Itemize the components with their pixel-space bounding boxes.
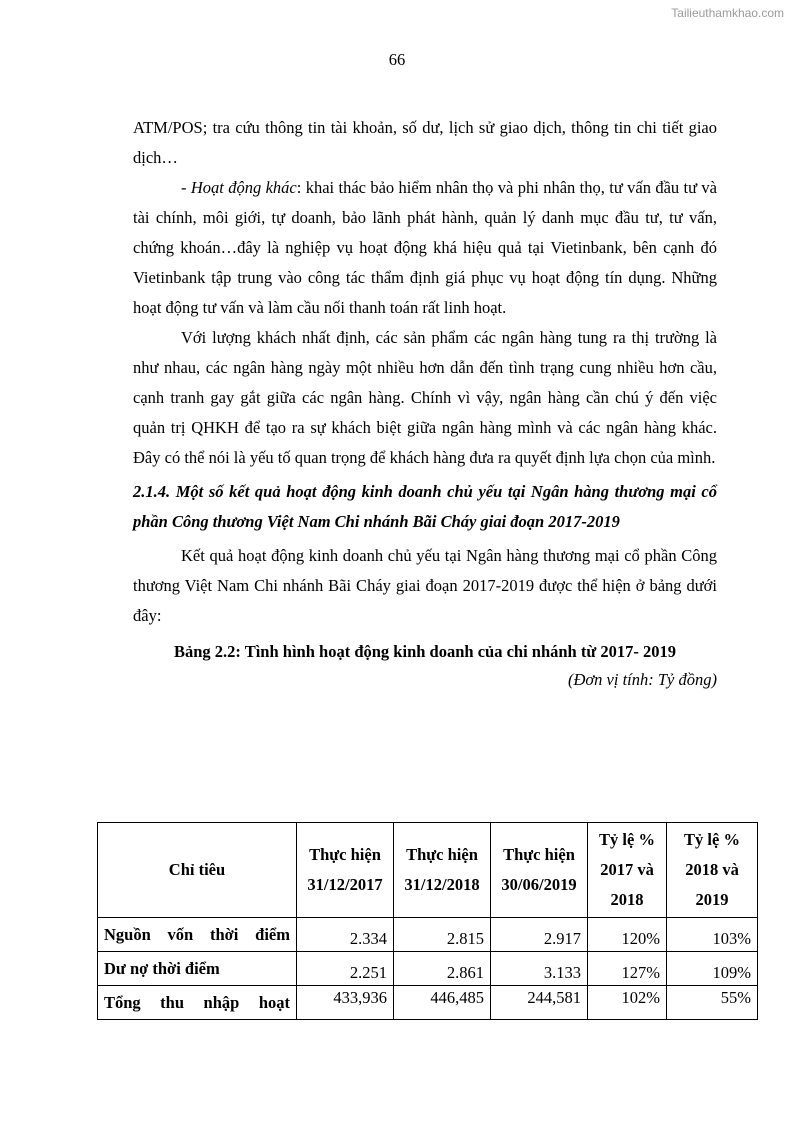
header-cell: Thực hiện 30/06/2019 <box>491 823 588 918</box>
cell: 120% <box>588 918 667 952</box>
cell: 2.861 <box>394 952 491 986</box>
table-row <box>98 918 758 952</box>
cell: 127% <box>588 952 667 986</box>
row-label: Dư nợ thời điểm <box>98 952 297 986</box>
watermark: Tailieuthamkhao.com <box>671 6 784 20</box>
cell: 2.815 <box>394 918 491 952</box>
header-cell: Chỉ tiêu <box>98 823 297 918</box>
cell: 55% <box>667 986 758 1020</box>
cell: 446,485 <box>394 986 491 1020</box>
cell: 2.251 <box>297 952 394 986</box>
header-cell: Tỷ lệ % 2017 và 2018 <box>588 823 667 918</box>
row-label: Tổng thu nhập hoạt <box>98 986 297 1020</box>
paragraph: Kết quả hoạt động kinh doanh chủ yếu tại Ngân hàng thương mại cổ phần Công thương Việt Nam Chi nhánh Bãi Cháy giai đoạn 2017-2019 được thể hiện ở bảng dưới đây: <box>133 546 717 625</box>
italic-lead: - Hoạt động khác <box>181 178 297 197</box>
table-caption: Bảng 2.2: Tình hình hoạt động kinh doanh của chi nhánh từ 2017- 2019 <box>173 642 677 661</box>
header-cell: Thực hiện 31/12/2018 <box>394 823 491 918</box>
table-row <box>98 952 758 986</box>
cell: 102% <box>588 986 667 1020</box>
paragraph <box>133 173 717 323</box>
paragraph: ATM/POS; tra cứu thông tin tài khoản, số dư, lịch sử giao dịch, thông tin chi tiết giao dịch… <box>133 118 717 167</box>
cell: 2.334 <box>297 918 394 952</box>
cell: 2.917 <box>491 918 588 952</box>
body-text <box>133 113 717 693</box>
page-number: 66 <box>388 50 406 69</box>
table-row <box>98 986 758 1020</box>
paragraph-rest: : khai thác bảo hiểm nhân thọ và phi nhân thọ, tư vấn đầu tư và tài chính, môi giới, tự doanh, bảo lãnh phát hành, quản lý danh mục đầu tư, tư vấn, chứng khoán…đây là nghiệp vụ hoạt động khá hiệu quả tại Vietinbank, bên cạnh đó Vietinbank tập trung vào công tác thẩm định giá phục vụ hoạt động tín dụng. Những hoạt động tư vấn và làm cầu nối thanh toán rất linh hoạt. <box>133 178 717 317</box>
cell: 109% <box>667 952 758 986</box>
row-label: Nguồn vốn thời điểm <box>98 918 297 952</box>
paragraph: Với lượng khách nhất định, các sản phẩm các ngân hàng tung ra thị trường là như nhau, các ngân hàng ngày một nhiều hơn dẫn đến tình trạng cung nhiều hơn cầu, cạnh tranh gay gắt giữa các ngân hàng. Chính vì vậy, ngân hàng cần chú ý đến việc quản trị QHKH để tạo ra sự khách biệt giữa ngân hàng mình và các ngân hàng khác. Đây có thể nói là yếu tố quan trọng để khách hàng đưa ra quyết định lựa chọn của mình. <box>133 328 717 467</box>
section-heading: 2.1.4. Một số kết quả hoạt động kinh doanh chủ yếu tại Ngân hàng thương mại cổ phần Công thương Việt Nam Chi nhánh Bãi Cháy giai đoạn 2017-2019 <box>133 482 717 531</box>
table-unit: (Đơn vị tính: Tỷ đồng) <box>567 670 717 689</box>
cell: 433,936 <box>297 986 394 1020</box>
header-cell: Tỷ lệ % 2018 và 2019 <box>667 823 758 918</box>
header-cell: Thực hiện 31/12/2017 <box>297 823 394 918</box>
cell: 3.133 <box>491 952 588 986</box>
business-results-table <box>97 822 758 1020</box>
cell: 103% <box>667 918 758 952</box>
cell: 244,581 <box>491 986 588 1020</box>
table-header-row <box>98 823 758 918</box>
